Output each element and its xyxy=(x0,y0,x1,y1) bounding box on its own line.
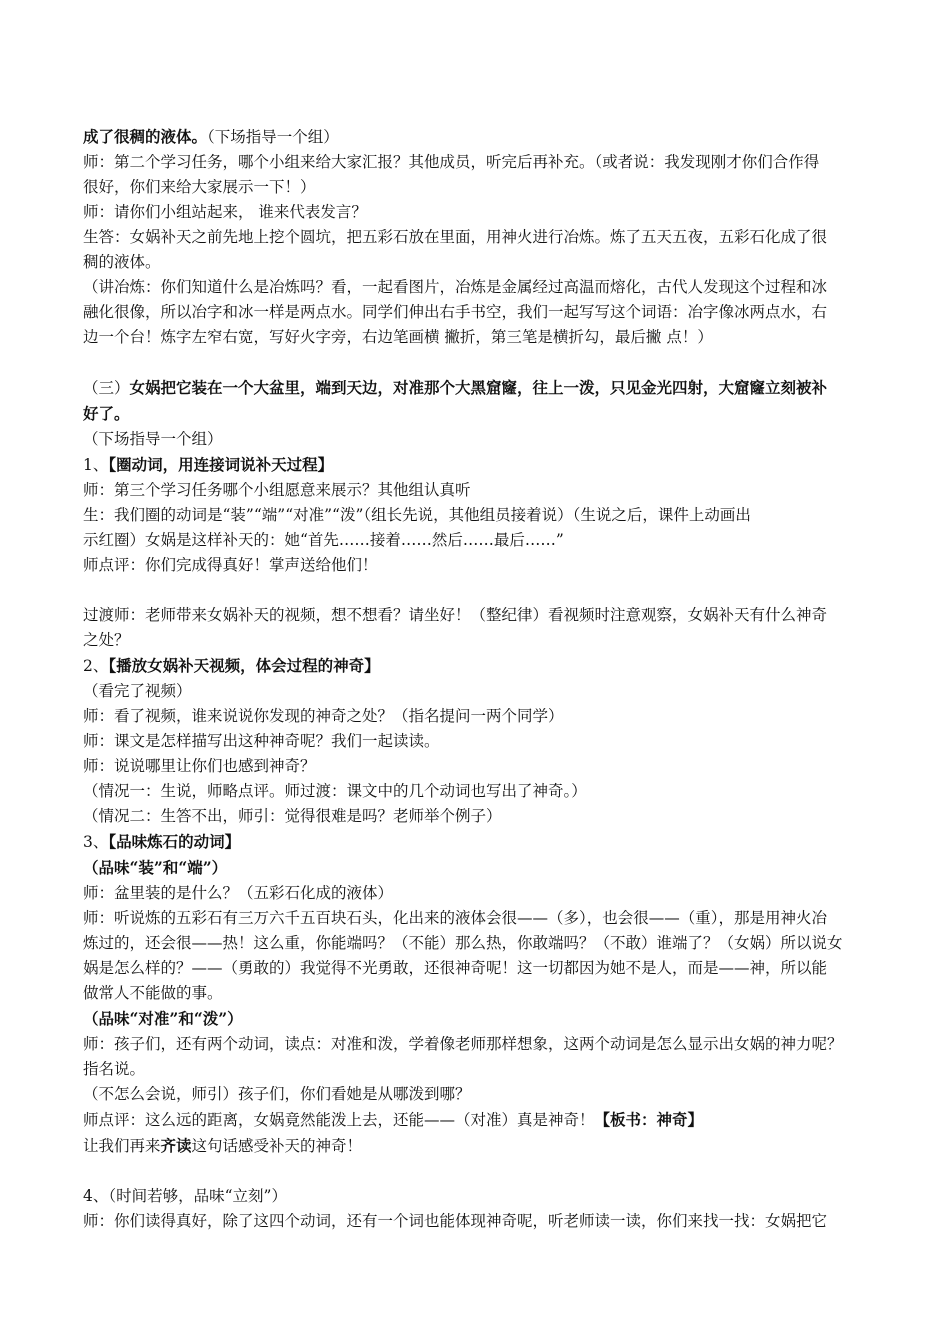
text-run: 师：第二个学习任务，哪个小组来给大家汇报？其他成员，听完后再补充。（或者说：我发现刚才你们合作得 xyxy=(83,153,820,171)
text-line xyxy=(83,275,873,300)
text-run: 边一个台！炼字左窄右宽，写好火字旁，右边笔画横 撇折，第三笔是横折勾，最后撇 点！） xyxy=(83,328,713,346)
blank-line xyxy=(83,578,873,603)
text-line xyxy=(83,1107,873,1133)
text-line xyxy=(83,603,873,628)
text-line xyxy=(83,124,873,150)
text-run: （看完了视频） xyxy=(83,682,192,700)
text-run: 师：听说炼的五彩石有三万六千五百块石头，化出来的液体会很——（多），也会很——（重），那是用神火冶 xyxy=(83,909,828,927)
text-run: （下场指导一个组） xyxy=(207,128,339,146)
text-line xyxy=(83,150,873,175)
text-run: 师点评：这么远的距离，女娲竟然能泼上去，还能——（对准）真是神奇！ xyxy=(83,1111,595,1129)
text-run: 很好，你们来给大家展示一下！） xyxy=(83,178,316,196)
text-run: 娲是怎么样的？——（勇敢的）我觉得不光勇敢，还很神奇呢！这一切都因为她不是人，而是——神，所以能 xyxy=(83,959,828,977)
document-body xyxy=(83,124,873,1234)
text-line xyxy=(83,931,873,956)
text-line xyxy=(83,981,873,1006)
bold-text: 【播放女娲补天视频，体会过程的神奇】 xyxy=(108,656,380,675)
text-run: 1、 xyxy=(83,456,109,474)
text-run: 过渡师：老师带来女娲补天的视频，想不想看？请坐好！（整纪律）看视频时注意观察，女娲补天有什么神奇 xyxy=(83,606,828,624)
blank-line xyxy=(83,1159,873,1184)
text-run: 让我们再来 xyxy=(83,1137,161,1155)
text-line xyxy=(83,829,873,855)
text-line xyxy=(83,804,873,829)
text-line xyxy=(83,1082,873,1107)
text-run: 师：课文是怎样描写出这种神奇呢？我们一起读读。 xyxy=(83,732,440,750)
text-run: （情况二：生答不出，师引：觉得很难是吗？老师举个例子） xyxy=(83,807,502,825)
text-line xyxy=(83,1057,873,1082)
bold-text: （品味“对准”和“泼”） xyxy=(83,1009,243,1028)
text-line xyxy=(83,325,873,350)
text-run: 3、 xyxy=(83,833,109,851)
text-run: 师：你们读得真好，除了这四个动词，还有一个词也能体现神奇呢，听老师读一读，你们来找一找：女娲把它 xyxy=(83,1212,828,1230)
text-line xyxy=(83,478,873,503)
text-run: 师：请你们小组站起来， 谁来代表发言？ xyxy=(83,203,367,221)
text-line xyxy=(83,855,873,881)
text-line xyxy=(83,503,873,528)
text-run: 2、 xyxy=(83,657,109,675)
bold-text: 好了。 xyxy=(83,404,130,423)
text-line xyxy=(83,653,873,679)
text-run: 师点评：你们完成得真好！掌声送给他们！ xyxy=(83,556,378,574)
bold-text: 齐读 xyxy=(160,1136,192,1155)
text-line xyxy=(83,1209,873,1234)
blank-line xyxy=(83,350,873,375)
text-run: （讲冶炼：你们知道什么是冶炼吗？看，一起看图片，冶炼是金属经过高温而熔化，古代人发现这个过程和冰 xyxy=(83,278,828,296)
text-line xyxy=(83,754,873,779)
text-run: 师：看了视频，谁来说说你发现的神奇之处？（指名提问一两个同学） xyxy=(83,707,564,725)
bold-text: （品味“装”和“端”） xyxy=(83,858,228,877)
text-run: 这句话感受补天的神奇！ xyxy=(191,1137,363,1155)
text-run: 稠的液体。 xyxy=(83,253,161,271)
bold-text: 女娲把它装在一个大盆里，端到天边，对准那个大黑窟窿，往上一泼，只见金光四射，大窟窿立刻被补 xyxy=(129,378,828,397)
text-line xyxy=(83,553,873,578)
text-run: 之处？ xyxy=(83,631,130,649)
text-run: 师：第三个学习任务哪个小组愿意来展示？其他组认真听 xyxy=(83,481,471,499)
text-line xyxy=(83,628,873,653)
text-run: 师：孩子们，还有两个动词，读点：对准和泼，学着像老师那样想象，这两个动词是怎么显示出女娲的神力呢？ xyxy=(83,1035,843,1053)
text-run: （不怎么会说，师引）孩子们，你们看她是从哪泼到哪？ xyxy=(83,1085,471,1103)
text-run: 师：说说哪里让你们也感到神奇？ xyxy=(83,757,316,775)
text-line xyxy=(83,225,873,250)
bold-text: 【品味炼石的动词】 xyxy=(108,832,241,851)
text-run: 示红圈）女娲是这样补天的：她“首先……接着……然后……最后……” xyxy=(83,531,564,549)
text-line xyxy=(83,250,873,275)
text-line xyxy=(83,427,873,452)
text-line xyxy=(83,779,873,804)
text-run: （下场指导一个组） xyxy=(83,430,223,448)
text-line xyxy=(83,200,873,225)
text-run: 指名说。 xyxy=(83,1060,146,1078)
text-line xyxy=(83,375,873,401)
text-line xyxy=(83,528,873,553)
text-line xyxy=(83,956,873,981)
text-line xyxy=(83,704,873,729)
text-run: 师：盆里装的是什么？（五彩石化成的液体） xyxy=(83,884,394,902)
text-line xyxy=(83,906,873,931)
text-line xyxy=(83,679,873,704)
text-run: 生答：女娲补天之前先地上挖个圆坑，把五彩石放在里面，用神火进行冶炼。炼了五天五夜，五彩石化成了很 xyxy=(83,228,828,246)
text-line xyxy=(83,452,873,478)
text-run: 4、（时间若够，品味“立刻”） xyxy=(83,1187,287,1205)
text-run: （情况一：生说，师略点评。师过渡：课文中的几个动词也写出了神奇。） xyxy=(83,782,587,800)
text-line xyxy=(83,1133,873,1159)
text-line xyxy=(83,1032,873,1057)
text-run: 生：我们圈的动词是“装”“端”“对准”“泼”（组长先说，其他组员接着说）（生说之后，课件上动画出 xyxy=(83,506,751,524)
text-run: 融化很像，所以冶字和冰一样是两点水。同学们伸出右手书空，我们一起写写这个词语：冶字像冰两点水，右 xyxy=(83,303,828,321)
text-line xyxy=(83,1184,873,1209)
text-line xyxy=(83,1006,873,1032)
text-line xyxy=(83,175,873,200)
text-line xyxy=(83,401,873,427)
text-run: 做常人不能做的事。 xyxy=(83,984,223,1002)
text-line xyxy=(83,729,873,754)
text-run: 炼过的，还会很——热！这么重，你能端吗？（不能）那么热，你敢端吗？（不敢）谁端了？（女娲）所以说女 xyxy=(83,934,843,952)
text-run: （三） xyxy=(83,379,130,397)
text-line xyxy=(83,881,873,906)
bold-text: 【圈动词，用连接词说补天过程】 xyxy=(108,455,334,474)
text-line xyxy=(83,300,873,325)
bold-text: 【板书：神奇】 xyxy=(594,1110,704,1129)
bold-text: 成了很稠的液体。 xyxy=(83,127,208,146)
